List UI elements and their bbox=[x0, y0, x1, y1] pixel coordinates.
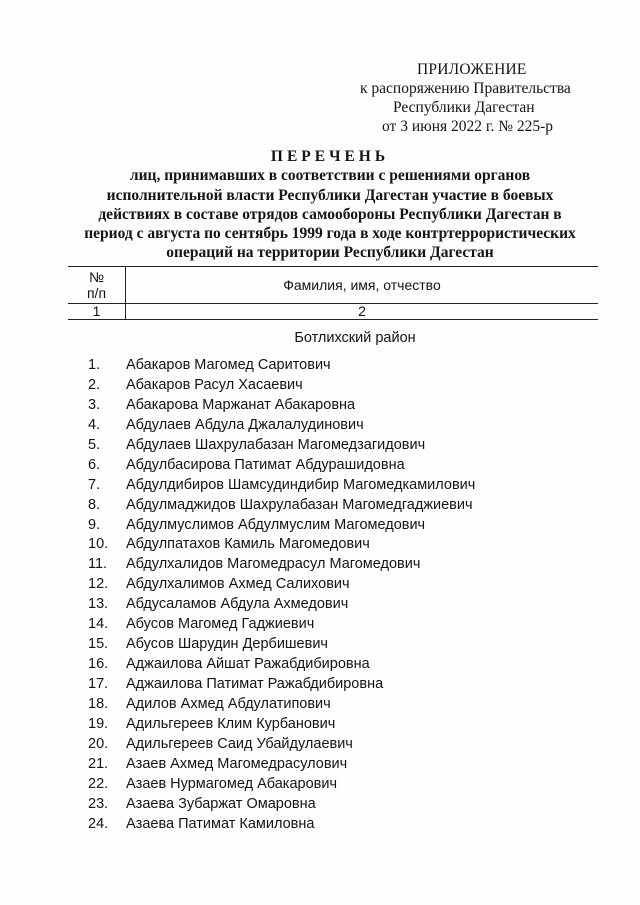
person-name: Абусов Магомед Гаджиевич bbox=[126, 616, 315, 633]
column-number-symbol: № bbox=[88, 269, 105, 285]
person-name: Аджаилова Патимат Ражабдибировна bbox=[126, 676, 384, 692]
item-number: 21. bbox=[88, 755, 109, 772]
item-number: 22. bbox=[88, 775, 109, 792]
list-item bbox=[0, 436, 640, 456]
item-number: 5. bbox=[88, 436, 101, 453]
district-heading: Ботлихский район bbox=[294, 330, 416, 346]
list-item bbox=[0, 396, 640, 416]
column-index-2: 2 bbox=[358, 303, 366, 319]
list-item bbox=[0, 655, 640, 675]
item-number: 7. bbox=[88, 476, 101, 493]
person-name: Абдулхалимов Ахмед Салихович bbox=[126, 576, 350, 593]
item-number: 14. bbox=[88, 616, 109, 633]
heading-word: ПЕРЕЧЕНЬ bbox=[270, 148, 390, 165]
list-item bbox=[0, 635, 640, 655]
heading-line: период с августа по сентябрь 1999 года в ходе контртеррористических bbox=[84, 225, 576, 243]
item-number: 13. bbox=[88, 596, 109, 613]
table-header-row bbox=[68, 266, 598, 304]
list-item bbox=[0, 535, 640, 555]
person-name: Адилов Ахмед Абдулатипович bbox=[126, 695, 331, 712]
column-name-header: Фамилия, имя, отчество bbox=[283, 277, 441, 293]
item-number: 15. bbox=[88, 636, 109, 653]
person-name: Абакаров Магомед Саритович bbox=[126, 357, 331, 373]
appendix-date-line: от 3 июня 2022 г. № 225-р bbox=[382, 118, 554, 135]
column-index-1: 1 bbox=[92, 303, 101, 319]
list-item bbox=[0, 496, 640, 516]
item-number: 24. bbox=[88, 815, 109, 832]
appendix-order-line: к распоряжению Правительства bbox=[360, 80, 571, 97]
heading-line: лиц, принимавших в соответствии с решениями органов bbox=[129, 167, 531, 185]
list-item bbox=[0, 516, 640, 536]
heading-line: исполнительной власти Республики Дагестан участие в боевых bbox=[106, 186, 554, 204]
people-list bbox=[0, 356, 640, 835]
list-item bbox=[0, 416, 640, 436]
list-item bbox=[0, 595, 640, 615]
list-item bbox=[0, 815, 640, 835]
person-name: Абдулаев Шахрулабазан Магомедзагидович bbox=[126, 436, 426, 453]
person-name: Азаев Нурмагомед Абакарович bbox=[126, 775, 337, 792]
list-item bbox=[0, 755, 640, 775]
list-item bbox=[0, 376, 640, 396]
list-item bbox=[0, 775, 640, 795]
person-name: Абдулбасирова Патимат Абдурашидовна bbox=[126, 456, 405, 473]
column-number-header bbox=[68, 269, 125, 301]
person-name: Абдулдибиров Шамсудиндибир Магомедкамилович bbox=[126, 476, 476, 493]
item-number: 20. bbox=[88, 735, 109, 752]
person-name: Азаев Ахмед Магомедрасулович bbox=[126, 755, 348, 772]
column-number-abbrev: п/п bbox=[86, 285, 107, 301]
item-number: 19. bbox=[88, 715, 109, 732]
person-name: Абдулмаджидов Шахрулабазан Магомедгаджиевич bbox=[126, 496, 473, 513]
person-name: Абдулхалидов Магомедрасул Магомедович bbox=[126, 556, 421, 573]
list-item bbox=[0, 476, 640, 496]
person-name: Абдулпатахов Камиль Магомедович bbox=[126, 536, 370, 553]
item-number: 9. bbox=[88, 516, 101, 533]
item-number: 12. bbox=[88, 576, 109, 593]
table-header bbox=[68, 266, 598, 320]
appendix-block bbox=[360, 60, 590, 136]
person-name: Абусов Шарудин Дербишевич bbox=[126, 636, 328, 653]
list-item bbox=[0, 735, 640, 755]
item-number: 6. bbox=[88, 456, 101, 473]
person-name: Адильгереев Клим Курбанович bbox=[126, 715, 336, 732]
person-name: Абдулаев Абдула Джалалудинович bbox=[126, 416, 364, 433]
list-item bbox=[0, 456, 640, 476]
heading-line: операций на территории Республики Дагестан bbox=[166, 244, 494, 262]
item-number: 17. bbox=[88, 676, 109, 692]
list-item bbox=[0, 675, 640, 695]
item-number: 16. bbox=[88, 656, 109, 673]
appendix-government-line: Республики Дагестан bbox=[393, 99, 535, 116]
table-column-number-row bbox=[68, 304, 598, 320]
person-name: Абакаров Расул Хасаевич bbox=[126, 376, 303, 393]
list-item bbox=[0, 715, 640, 735]
item-number: 1. bbox=[88, 357, 101, 373]
item-number: 23. bbox=[88, 795, 109, 812]
person-name: Адильгереев Саид Убайдулаевич bbox=[126, 735, 353, 752]
item-number: 3. bbox=[88, 396, 101, 413]
list-item bbox=[0, 555, 640, 575]
person-name: Абдусаламов Абдула Ахмедович bbox=[126, 596, 349, 613]
list-item bbox=[0, 695, 640, 715]
person-name: Абдулмуслимов Абдулмуслим Магомедович bbox=[126, 516, 426, 533]
person-name: Абакарова Маржанат Абакаровна bbox=[126, 396, 356, 413]
appendix-title: ПРИЛОЖЕНИЕ bbox=[417, 61, 527, 78]
list-item bbox=[0, 575, 640, 595]
item-number: 18. bbox=[88, 695, 109, 712]
item-number: 8. bbox=[88, 496, 101, 513]
item-number: 4. bbox=[88, 416, 101, 433]
item-number: 2. bbox=[88, 376, 101, 393]
person-name: Аджаилова Айшат Ражабдибировна bbox=[126, 656, 370, 673]
person-name: Азаева Зубаржат Омаровна bbox=[126, 795, 316, 812]
list-heading bbox=[60, 147, 600, 263]
list-item bbox=[0, 795, 640, 815]
heading-line: действиях в составе отрядов самообороны Республики Дагестан в bbox=[98, 205, 562, 223]
item-number: 11. bbox=[88, 556, 108, 573]
list-item bbox=[0, 615, 640, 635]
person-name: Азаева Патимат Камиловна bbox=[126, 815, 315, 832]
item-number: 10. bbox=[88, 536, 109, 553]
list-item bbox=[0, 356, 640, 376]
